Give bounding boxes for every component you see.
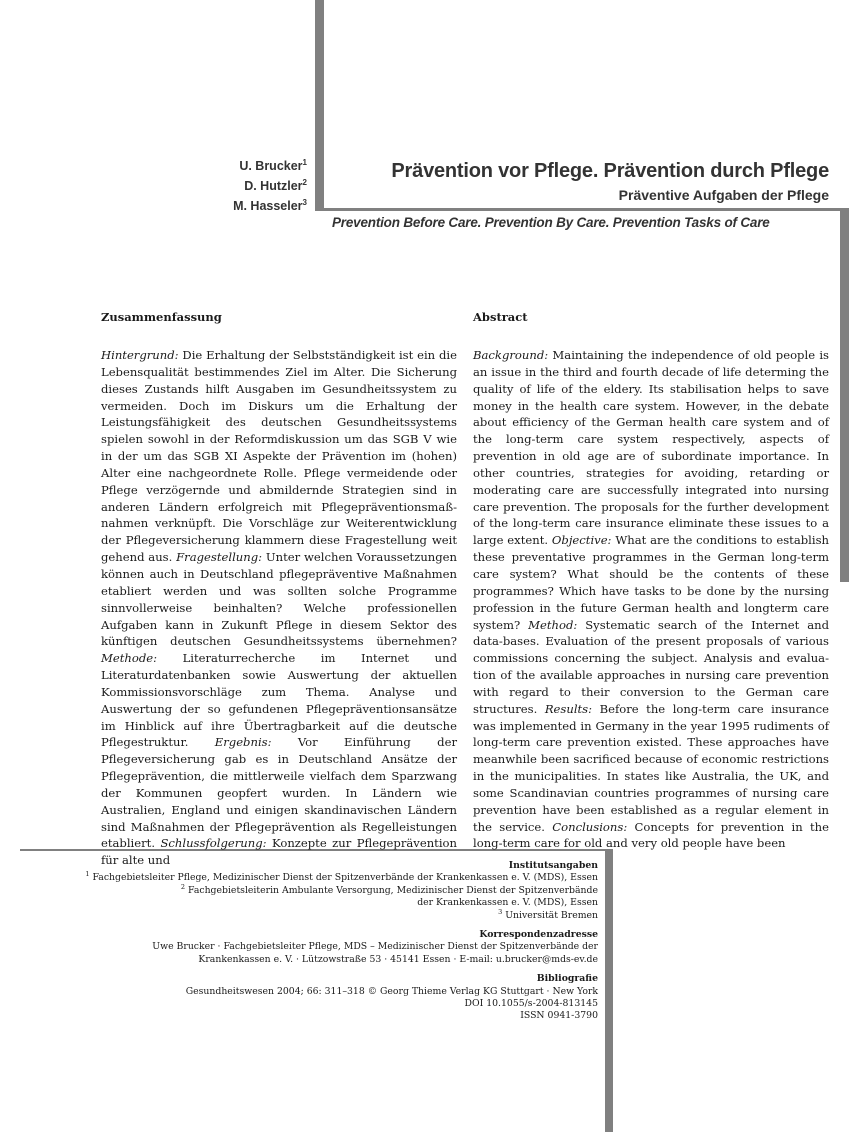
correspondence-line: Uwe Brucker · Fachgebietsleiter Pflege, MDS – Medizinischer Dienst der Spitzenverbände der — [152, 941, 598, 953]
article-title: Prävention vor Pflege. Prävention durch Pflege — [391, 160, 829, 182]
section-label: Objective: — [551, 533, 612, 548]
english-abstract-heading: Abstract — [473, 310, 528, 324]
institution-line: $^3$ Universität Bremen — [498, 907, 598, 921]
article-subtitle: Präventive Aufgaben der Pflege — [618, 187, 829, 203]
institution-line: $^1$ Fachgebietsleiter Pflege, Medizinischer Dienst der Spitzenverbände der Krankenkassen e. V. (MDS), Essen — [85, 870, 598, 884]
header-vertical-bar — [315, 0, 324, 208]
german-abstract — [101, 308, 457, 869]
issn-line: ISSN 0941-3790 — [520, 1010, 598, 1022]
section-label: Methode: — [101, 651, 158, 666]
english-abstract — [473, 308, 829, 852]
bibliography-line: Gesundheitswesen 2004; 66: 311–318 © Georg Thieme Verlag KG Stuttgart · New York — [185, 985, 598, 997]
section-label: Schlussfolgerung: — [160, 836, 267, 851]
footer-vertical-bar — [605, 851, 613, 1132]
author: M. Hasseler$^3$ — [233, 197, 307, 213]
english-title: Prevention Before Care. Prevention By Care. Prevention Tasks of Care — [332, 215, 770, 230]
right-margin-bar — [840, 211, 849, 582]
article-info — [38, 860, 598, 1023]
section-label: Background: — [473, 348, 549, 362]
section-label: Conclusions: — [552, 819, 628, 834]
english-abstract-body: Background: Maintaining the independence of old people is an issue in the third and fourth decade of life determing the quality of life of the eldery. Its stabilisation helps to save money in the health care system. However, in the debate about efficiency of the German health care system and of the long-term care system respectively, aspects of prevention in old age are of subordinate importance. In other countries, strategies for avoiding, retarding or moderating care are successfully integrated into nursing care prevention. The proposals for the further development of the long-term care insurance eliminate these issues to a large extent. Objective: What are the conditions to establish these preventative programmes in the German long-term care system? What should be the contents of these programmes? Which have tasks to be done by the nursing profession in the future German health and longterm care system? Method: Systematic search of the Internet and data-bases. Evaluation of the present proposals of various commissions concerning the subject. Analysis and evaluation of the available approaches in nursing care prevention with regard to their conversion to the German care structures. Results: Before the long-term care insurance was implemented in Germany in the year 1995 rudiments of long-term care prevention existed. These approaches have meanwhile been sacrificed because of economic restrictions in the municipalities. In states like Australia, the UK, and some Scandinavian countries programmes of nursing care prevention have been established as a regular element in the service. Conclusions: Concepts for prevention in the long-term care for old and very old people have been — [473, 348, 830, 851]
correspondence-heading: Korrespondenzadresse — [479, 929, 598, 941]
section-label: Ergebnis: — [214, 735, 272, 750]
doi-line: DOI 10.1055/s-2004-813145 — [464, 998, 598, 1010]
section-label: Method: — [528, 617, 578, 632]
correspondence-line: Krankenkassen e. V. · Lützowstraße 53 · 45141 Essen · E-mail: u.brucker@mds-ev.de — [198, 953, 598, 965]
section-label: Hintergrund: — [101, 348, 179, 362]
author: D. Hutzler$^2$ — [244, 177, 307, 193]
german-abstract-heading: Zusammenfassung — [101, 310, 222, 324]
german-abstract-body: Hintergrund: Die Erhaltung der Selbstständigkeit ist ein die Lebensqualität bestimmendes Ziel im Alter. Die Sicherung dieses Zustands hilft Ausgaben im Gesundheitssystem zu vermeiden. Doch im Diskurs um die Erhaltung der Leistungsfähigkeit des deutschen Gesundheitssystems spielen sowohl in der Reformdiskussion um das SGB V wie in der um das SGB XI Aspekte der Prävention im (hohen) Alter eine nachgeordnete Rolle. Pflege vermeidende oder Pflege verzögernde und abmildernde Strategien sind in anderen Ländern erfolgreich mit Pflegepräventionsmaßnahmen verknüpft. Die Vorschläge zur Weiterentwicklung der Pflegeversicherung klammern diese Fragestellung weit gehend aus. Fragestellung: Unter welchen Voraussetzungen können auch in Deutschland pflegepräventive Maßnahmen etabliert werden und was sollten solche Programme sinnvollerweise beinhalten? Welche professionellen Aufgaben kann in Zukunft Pflege in diesem Sektor des künftigen deutschen Gesundheitssystems übernehmen? Methode: Literaturrecherche im Internet und Literaturdatenbanken sowie Auswertung der aktuellen Kommissionsvorschläge zum Thema. Analyse und Auswertung der so gefundenen Pflegepräventionsansätze im Hinblick auf ihre Übertragbarkeit auf die deutsche Pflegestruktur. Ergebnis: Vor Einführung der Pflegeversicherung gab es in Deutschland Ansätze der Pflegeprävention, die mittlerweile vielfach dem Sparzwang der Kommunen geopfert wurden. In Ländern wie Australien, England und einigen skandinavischen Ländern sind Maßnahmen der Pflegeprävention als Regelleistungen etabliert. Schlussfolgerung: Konzepte zur Pflegeprävention für alte und — [101, 348, 458, 868]
institutions-heading: Institutsangaben — [508, 860, 598, 871]
section-label: Results: — [544, 701, 593, 716]
header-rule — [315, 208, 849, 211]
bibliography-heading: Bibliografie — [536, 973, 598, 985]
institution-line: der Krankenkassen e. V. (MDS), Essen — [417, 897, 598, 909]
institution-line: $^2$ Fachgebietsleiterin Ambulante Versorgung, Medizinischer Dienst der Spitzenverbände — [180, 882, 598, 896]
section-label: Fragestellung: — [176, 550, 263, 565]
author-list — [170, 156, 307, 216]
author: U. Brucker$^1$ — [239, 157, 307, 173]
